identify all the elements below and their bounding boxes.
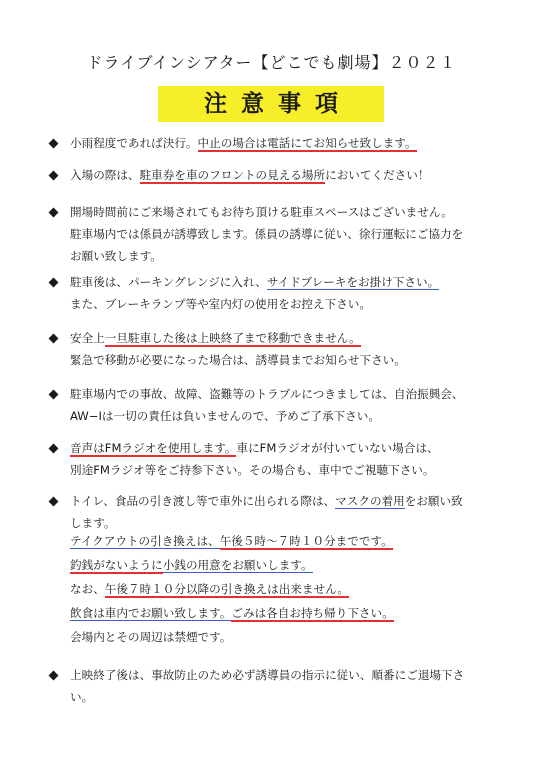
item-emphasis: 釣銭がないように — [70, 558, 163, 572]
item-line: します。 — [70, 516, 116, 530]
diamond-bullet-icon — [49, 139, 59, 149]
item-text: 会場内とその周辺は禁煙です。 — [70, 630, 232, 644]
item-emphasis: 午後７時１０分以降の引き換えは出来ません。 — [104, 582, 349, 596]
diamond-bullet-icon — [49, 208, 59, 218]
item-emphasis: 小銭の用意をお願いします。 — [162, 558, 313, 572]
item-text: 駐車後は、パーキングレンジに入れ、 — [70, 275, 267, 289]
item-emphasis: サイドブレーキをお掛け下さい。 — [266, 275, 440, 289]
item-line: 上映終了後は、事故防止のため必ず誘導員の指示に従い、順番にご退場下さ — [70, 668, 465, 682]
item-text: なお、 — [70, 582, 105, 596]
item-line: 別途FMラジオ等をご持参下さい。その場合も、車中でご視聴下さい。 — [70, 463, 435, 477]
item-text: トイレ、食品の引き渡し等で車外に出られる際は、 — [70, 494, 336, 508]
item-line: い。 — [70, 690, 94, 704]
item-emphasis: 一旦駐車した後は上映終了まで移動できません。 — [104, 331, 361, 345]
item-emphasis: 中止の場合は電話にてお知らせ致します。 — [197, 136, 417, 150]
item-emphasis: 駐車券を車のフロントの見える場所 — [139, 168, 326, 182]
item-emphasis: 午後５時〜７時１０分 — [219, 534, 336, 548]
item-text: においてください！ — [325, 168, 430, 182]
item-text: 入場の際は、 — [70, 168, 140, 182]
sub-line-eating — [70, 602, 522, 624]
item-line: 駐車場内での事故、故障、盗難等のトラブルにつきましては、自治振興会、 — [70, 387, 464, 401]
item-emphasis: ごみは各自お持ち帰り下さい。 — [231, 606, 394, 620]
item-line: AW−Iは一切の責任は負いませんので、予めご了承下さい。 — [70, 409, 380, 423]
page-title: ドライブインシアター【どこでも劇場】２０２１ — [86, 53, 457, 72]
item-text: 車にFMラジオが付いていない場合は、 — [236, 441, 439, 455]
item-text: までです。 — [335, 534, 393, 548]
item-line: 緊急で移動が必要になった場合は、誘導員までお知らせ下さい。 — [70, 353, 406, 367]
item-text: をお願い致 — [404, 494, 463, 508]
sub-line-smoking — [70, 626, 522, 648]
diamond-bullet-icon — [49, 671, 59, 681]
sub-line-deadline — [70, 578, 522, 600]
notice-heading: 注意事項 — [204, 91, 352, 117]
diamond-bullet-icon — [49, 278, 59, 288]
sub-line-takeout — [70, 530, 522, 552]
item-emphasis: マスクの着用 — [335, 494, 405, 508]
diamond-bullet-icon — [49, 334, 59, 344]
diamond-bullet-icon — [49, 497, 59, 507]
item-emphasis: 音声はFMラジオを使用します。 — [70, 441, 237, 455]
item-text: 安全上 — [70, 331, 105, 345]
diamond-bullet-icon — [49, 390, 59, 400]
sub-line-change — [70, 554, 522, 576]
item-emphasis: テイクアウトの引き換えは、 — [70, 534, 220, 548]
item-line: お願い致します。 — [70, 249, 162, 263]
diamond-bullet-icon — [49, 444, 59, 454]
item-line: また、ブレーキランプ等や室内灯の使用をお控え下さい。 — [70, 297, 371, 311]
item-line: 開場時間前にご来場されてもお待ち頂ける駐車スペースはございません。 — [70, 205, 453, 219]
item-line: 駐車場内では係員が誘導致します。係員の誘導に従い、徐行運転にご協力を — [70, 227, 464, 241]
diamond-bullet-icon — [49, 171, 59, 181]
item-text: 小雨程度であれば決行。 — [70, 136, 198, 150]
item-emphasis: 飲食は車内でお願い致します。 — [70, 606, 232, 620]
